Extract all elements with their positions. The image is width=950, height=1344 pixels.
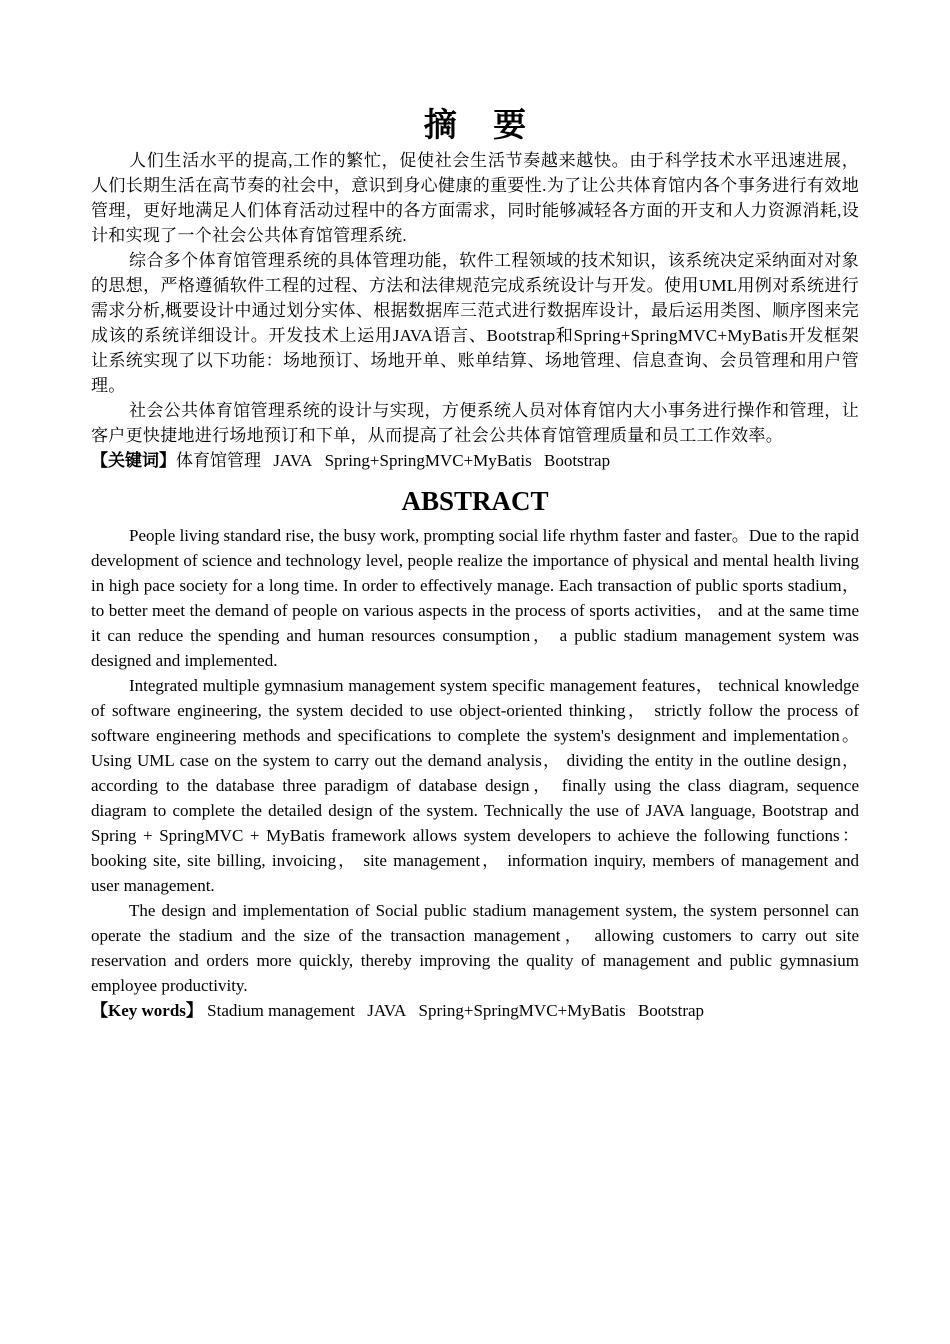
abstract-page (91, 104, 859, 1023)
en-keywords-label: 【Key words】 (91, 1001, 203, 1020)
en-keywords-line (91, 998, 859, 1023)
cn-keyword: Spring+SpringMVC+MyBatis (324, 451, 532, 470)
en-abstract-paragraph-1: People living standard rise, the busy work, prompting social life rhythm faster and faster。Due to the rapid development of science and technology level, people realize the importance of physical and mental health living in high pace society for a long time. In order to effectively manage. Each transaction of public sports stadium， to better meet the demand of people on various aspects in the process of sports activities， and at the same time it can reduce the spending and human resources consumption， a public stadium management system was designed and implemented. (91, 526, 859, 670)
cn-keyword: Bootstrap (543, 451, 611, 470)
en-abstract-title: ABSTRACT (401, 486, 549, 516)
en-abstract-paragraph-3: The design and implementation of Social public stadium management system, the system personnel can operate the stadium and the size of the transaction management， allowing customers to carry out site reservation and orders more quickly, thereby improving the quality of management and public gymnasium employee productivity. (91, 901, 859, 995)
en-keyword: Stadium management (207, 1001, 355, 1020)
cn-keywords-line (91, 448, 859, 473)
cn-keywords-label: 【关键词】 (91, 451, 176, 470)
en-keyword: JAVA (367, 1001, 407, 1020)
cn-abstract-paragraph-3: 社会公共体育馆管理系统的设计与实现，方便系统人员对体育馆内大小事务进行操作和管理，让客户更快捷地进行场地预订和下单，从而提高了社会公共体育馆管理质量和员工工作效率。 (91, 401, 859, 445)
cn-abstract-paragraph-2: 综合多个体育馆管理系统的具体管理功能，软件工程领域的技术知识，该系统决定采纳面对对象的思想，严格遵循软件工程的过程、方法和法律规范完成系统设计与开发。使用UML用例对系统进行需求分析,概要设计中通过划分实体、根据数据库三范式进行数据库设计，最后运用类图、顺序图来完成该的系统详细设计。开发技术上运用JAVA语言、Bootstrap和Spring+SpringMVC+MyBatis开发框架让系统实现了以下功能：场地预订、场地开单、账单结算、场地管理、信息查询、会员管理和用户管理。 (91, 251, 859, 395)
en-keyword: Spring+SpringMVC+MyBatis (418, 1001, 626, 1020)
en-keyword: Bootstrap (637, 1001, 705, 1020)
cn-keyword: JAVA (273, 451, 313, 470)
cn-abstract-paragraph-1: 人们生活水平的提高,工作的繁忙，促使社会生活节奏越来越快。由于科学技术水平迅速进展，人们长期生活在高节奏的社会中，意识到身心健康的重要性.为了让公共体育馆内各个事务进行有效地管理，更好地满足人们体育活动过程中的各方面需求，同时能够减轻各方面的开支和人力资源消耗,设计和实现了一个社会公共体育馆管理系统. (91, 151, 859, 245)
cn-abstract-title: 摘 要 (423, 108, 541, 144)
en-abstract-paragraph-2: Integrated multiple gymnasium management system specific management features， technical knowledge of software engineering, the system decided to use object-oriented thinking， strictly follow the process of software engineering methods and specifications to complete the system's designment and implementation。 Using UML case on the system to carry out the demand analysis， dividing the entity in the outline design， according to the database three paradigm of database design， finally using the class diagram, sequence diagram to complete the detailed design of the system. Technically the use of JAVA language, Bootstrap and Spring + SpringMVC + MyBatis framework allows system developers to achieve the following functions： booking site, site billing, invoicing， site management， information inquiry, members of management and user management. (91, 676, 859, 895)
cn-keyword: 体育馆管理 (176, 451, 261, 470)
